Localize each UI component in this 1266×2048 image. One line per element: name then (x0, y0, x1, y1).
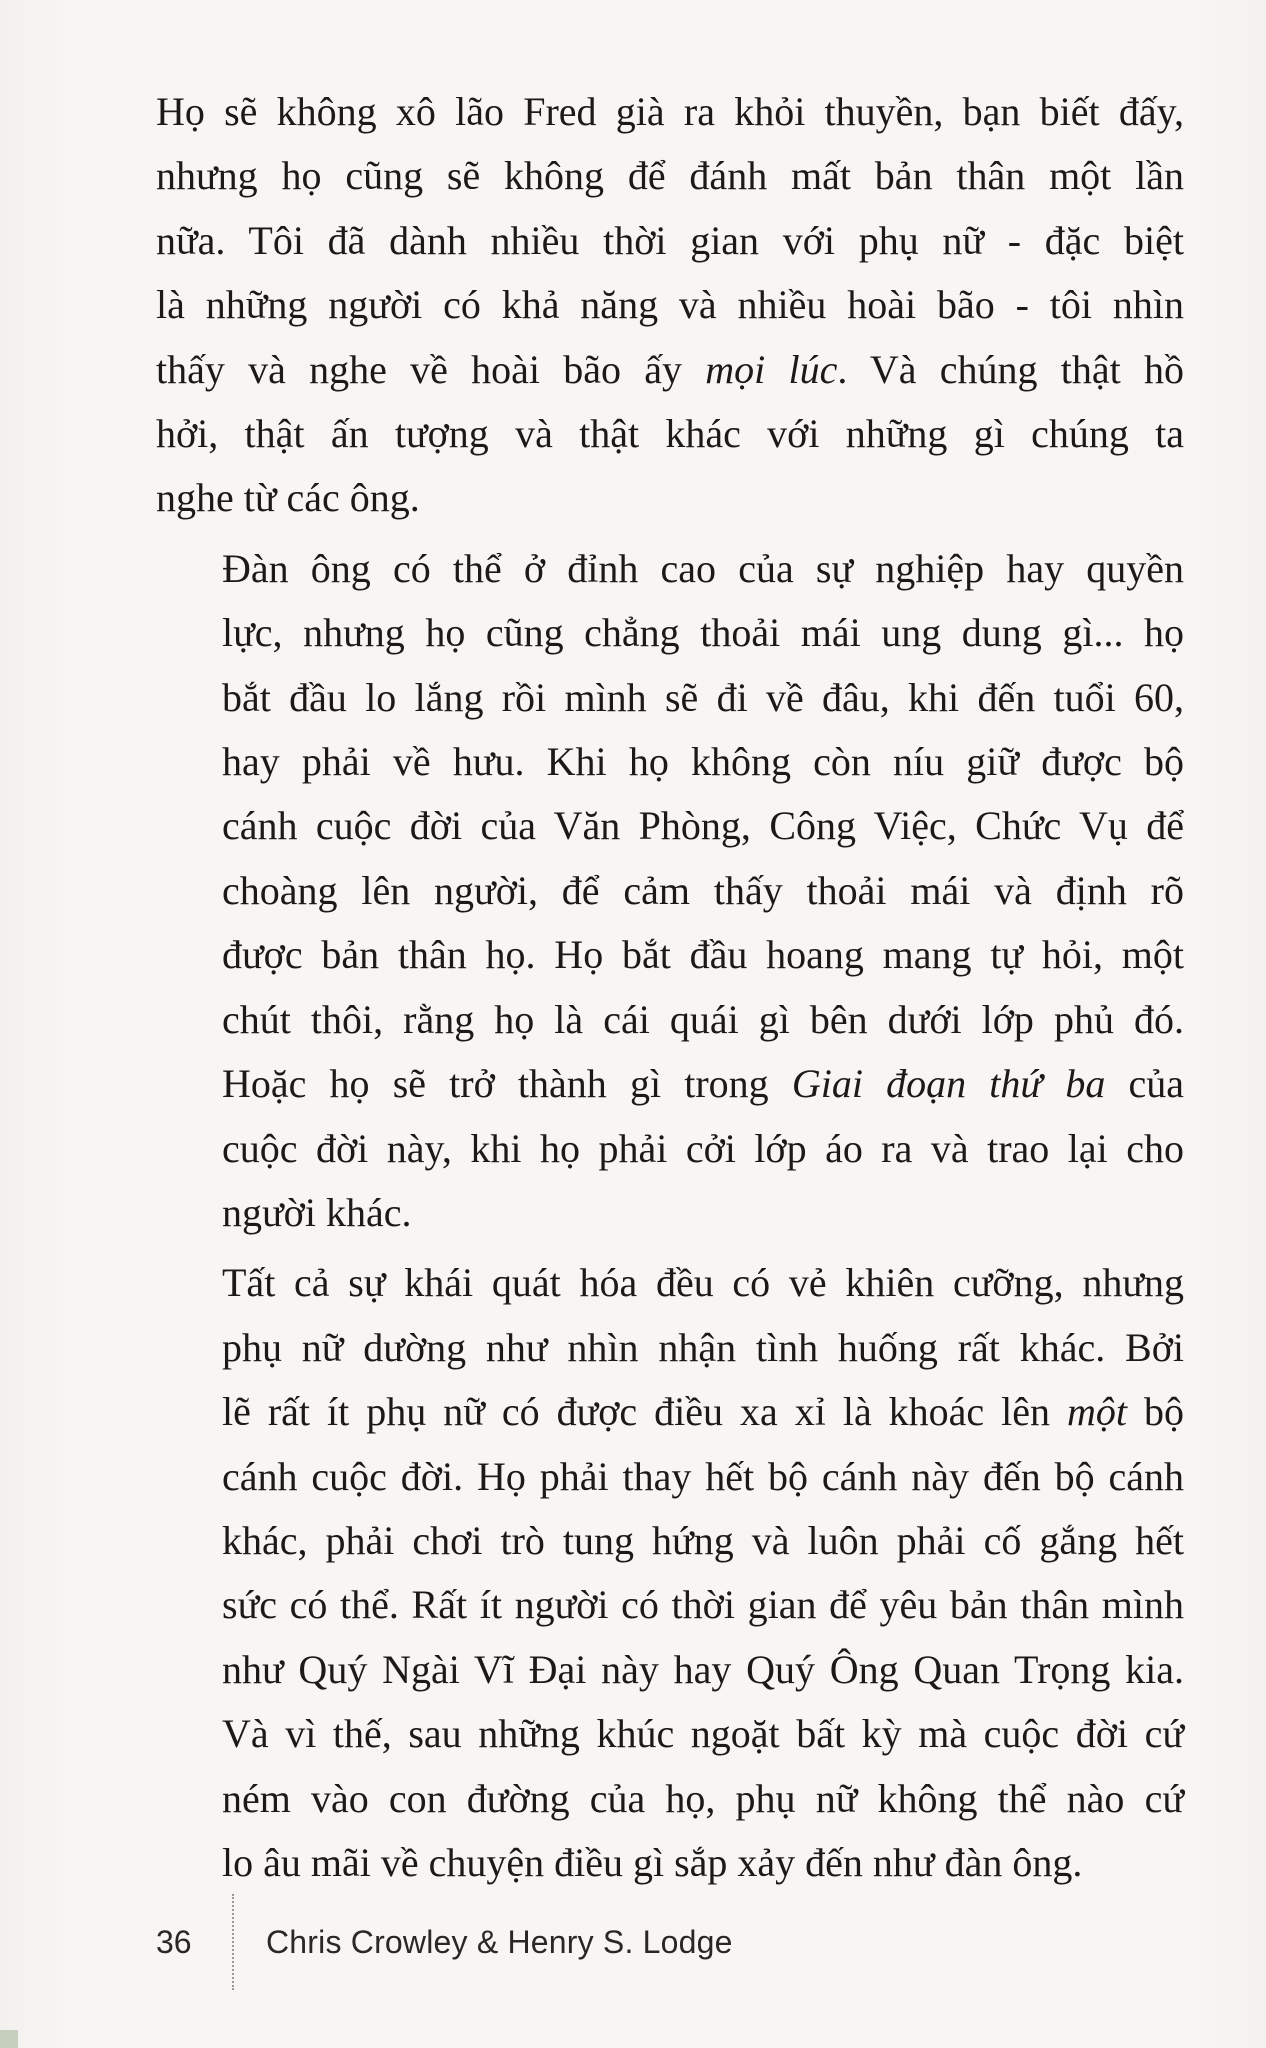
text-line: Đàn ông có thể ở đỉnh cao của sự nghiệp hay quyền (222, 545, 1184, 591)
text-line: phụ nữ dường như nhìn nhận tình huống rất khác. Bởi (222, 1324, 1184, 1370)
author-credit: Chris Crowley & Henry S. Lodge (266, 1923, 733, 1960)
text-line: được bản thân họ. Họ bắt đầu hoang mang tự hỏi, một (222, 932, 1184, 978)
text-line: lẽ rất ít phụ nữ có được điều xa xỉ là khoác lên một bộ (222, 1389, 1185, 1435)
text-line: Và vì thế, sau những khúc ngoặt bất kỳ mà cuộc đời cứ (222, 1711, 1184, 1757)
text-line: Họ sẽ không xô lão Fred già ra khỏi thuyền, bạn biết đấy, (156, 89, 1184, 134)
text-line: choàng lên người, để cảm thấy thoải mái và định rõ (222, 867, 1184, 913)
text-line: lực, nhưng họ cũng chẳng thoải mái ung dung gì... họ (222, 610, 1184, 656)
page-number: 36 (156, 1923, 192, 1960)
page-footer (156, 1912, 733, 1972)
text-line: lo âu mãi về chuyện điều gì sắp xảy đến như đàn ông. (222, 1839, 1083, 1885)
paragraph (156, 537, 1184, 1245)
text-line: người khác. (222, 1189, 412, 1235)
italic-emphasis: một (1067, 1389, 1128, 1435)
text-line: cuộc đời này, khi họ phải cởi lớp áo ra và trao lại cho (222, 1125, 1184, 1171)
text-line: Hoặc họ sẽ trở thành gì trong Giai đoạn thứ ba của (222, 1061, 1184, 1107)
text-line: chút thôi, rằng họ là cái quái gì bên dưới lớp phủ đó. (222, 996, 1184, 1042)
text-line: nữa. Tôi đã dành nhiều thời gian với phụ nữ - đặc biệt (156, 217, 1184, 263)
text-line: là những người có khả năng và nhiều hoài bão - tôi nhìn (156, 282, 1184, 328)
text-line: như Quý Ngài Vĩ Đại này hay Quý Ông Quan Trọng kia. (222, 1646, 1184, 1692)
paragraph (156, 80, 1184, 531)
text-line: sức có thể. Rất ít người có thời gian để yêu bản thân mình (222, 1582, 1184, 1628)
text-line: ném vào con đường của họ, phụ nữ không thể nào cứ (222, 1775, 1184, 1821)
text-line: hay phải về hưu. Khi họ không còn níu giữ được bộ (222, 739, 1184, 785)
text-line: nghe từ các ông. (156, 475, 420, 521)
text-line: hởi, thật ấn tượng và thật khác với những gì chúng ta (156, 411, 1184, 457)
text-line: nhưng họ cũng sẽ không để đánh mất bản thân một lần (156, 153, 1184, 199)
body-text (156, 80, 1184, 1901)
text-line: Tất cả sự khái quát hóa đều có vẻ khiên cưỡng, nhưng (222, 1260, 1184, 1306)
text-line: cánh cuộc đời của Văn Phòng, Công Việc, Chức Vụ để (222, 803, 1184, 849)
italic-emphasis: mọi lúc (705, 346, 838, 392)
italic-emphasis: Giai đoạn thứ ba (791, 1061, 1106, 1107)
page-edge-mark (0, 2030, 18, 2048)
text-line: thấy và nghe về hoài bão ấy mọi lúc. Và chúng thật hồ (156, 346, 1184, 392)
text-line: bắt đầu lo lắng rồi mình sẽ đi về đâu, khi đến tuổi 60, (222, 674, 1184, 720)
footer-divider (232, 1894, 234, 1990)
text-line: khác, phải chơi trò tung hứng và luôn phải cố gắng hết (222, 1517, 1184, 1563)
paragraph (156, 1251, 1184, 1895)
text-line: cánh cuộc đời. Họ phải thay hết bộ cánh này đến bộ cánh (222, 1453, 1184, 1499)
